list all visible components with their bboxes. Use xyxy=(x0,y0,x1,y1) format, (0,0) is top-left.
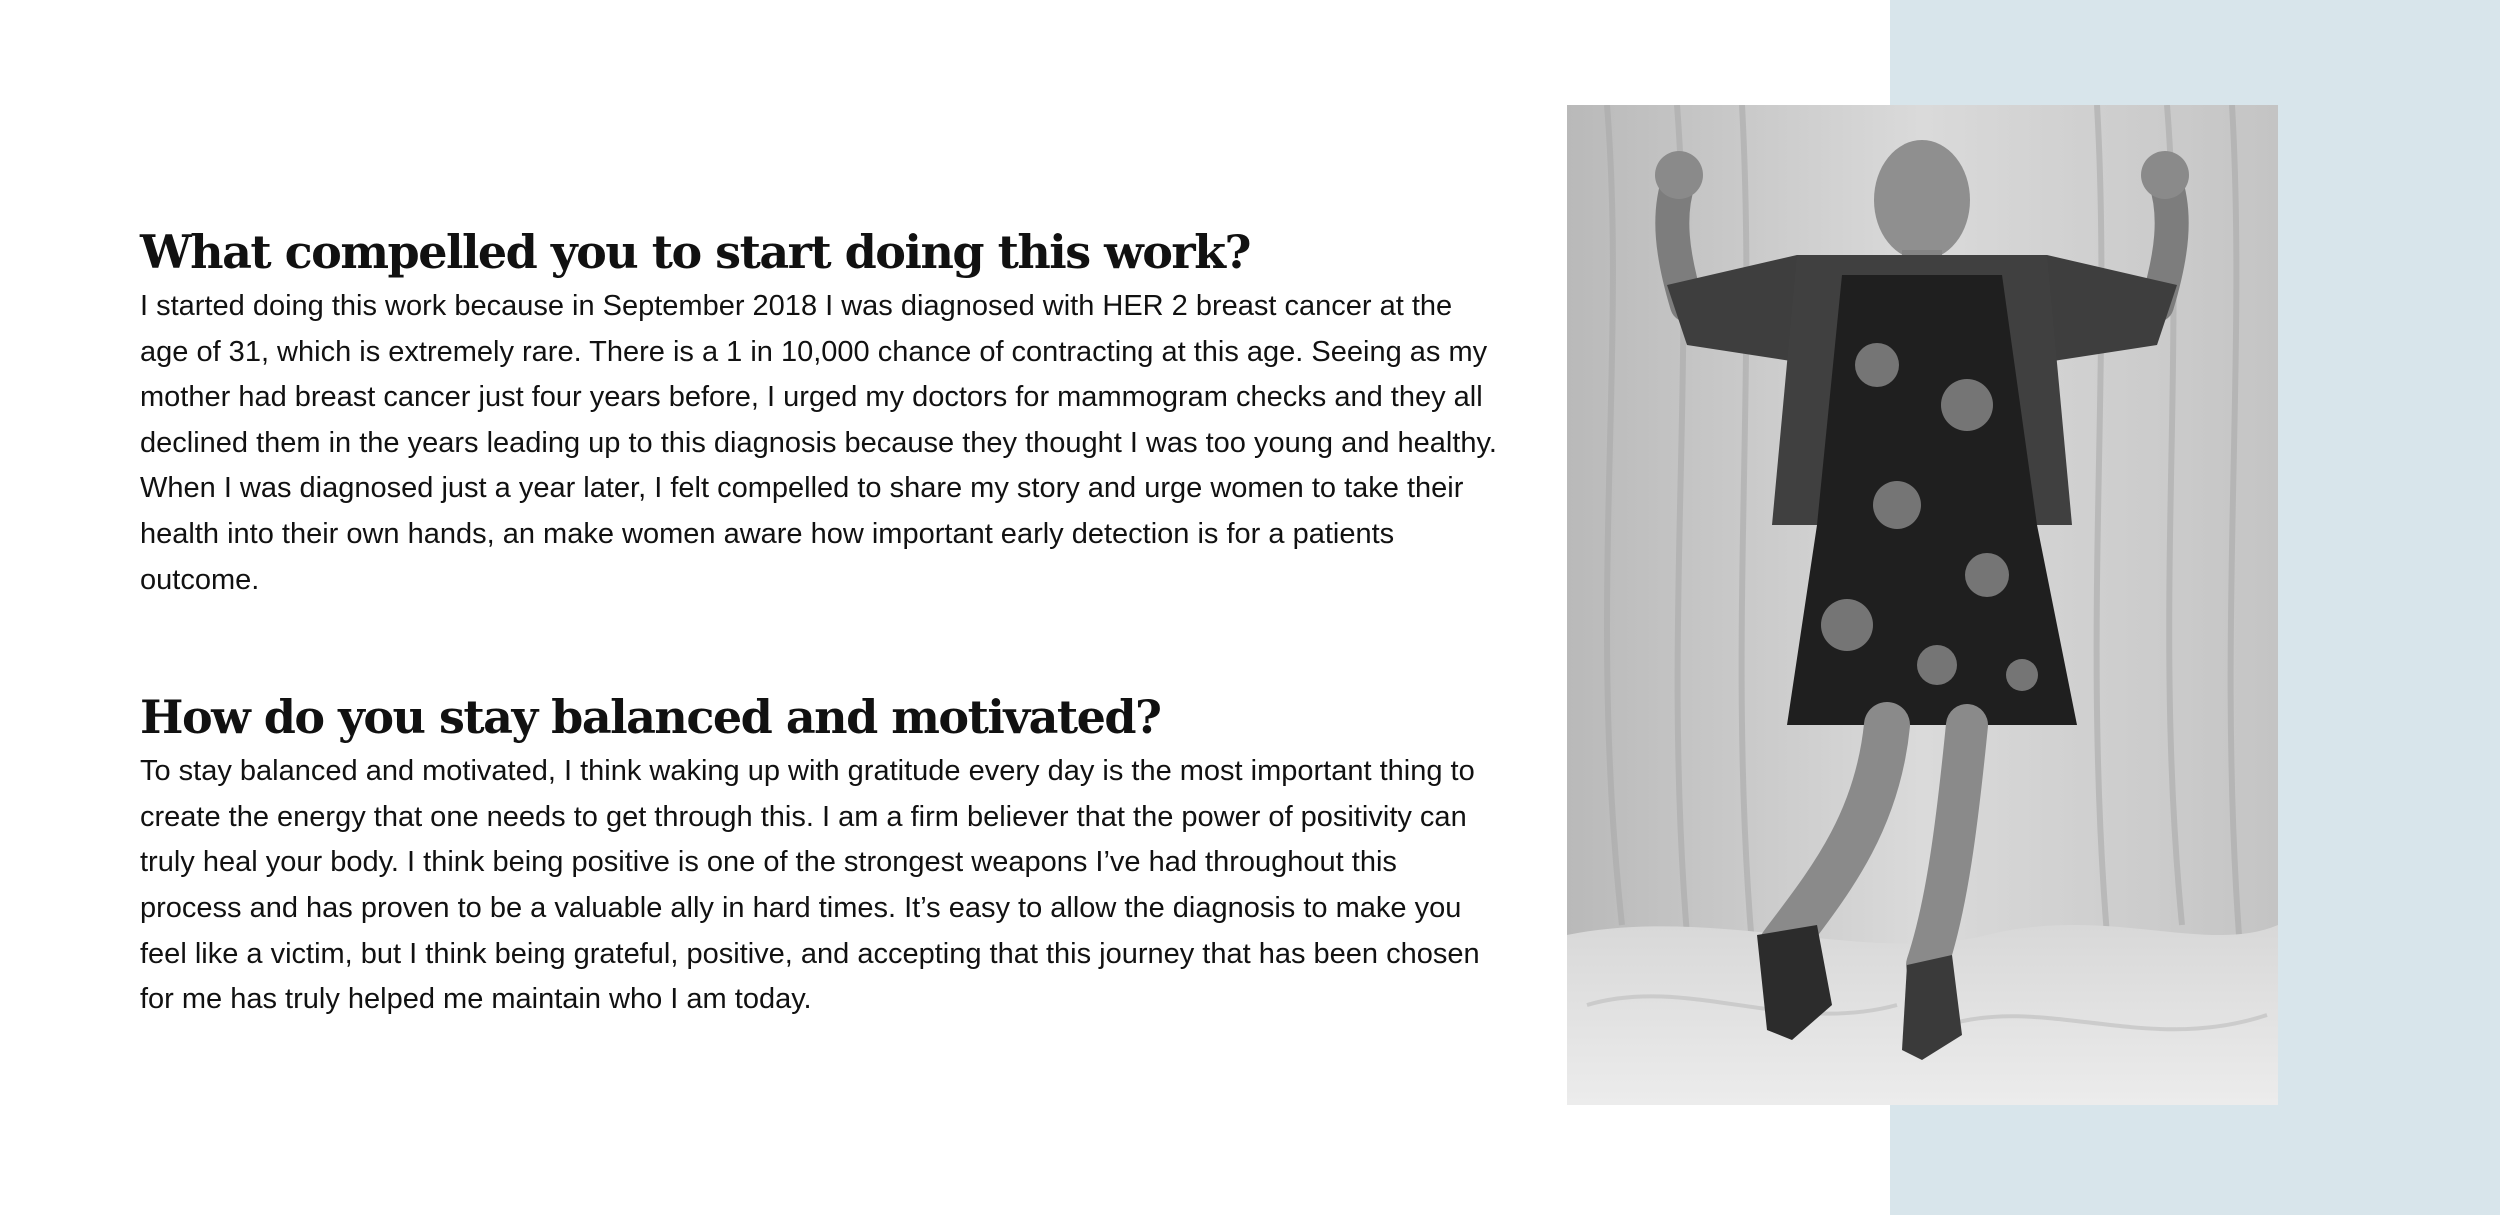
portrait-photo xyxy=(1567,105,2278,1105)
question-heading: What compelled you to start doing this work? xyxy=(140,225,1250,279)
qa-block-balance xyxy=(140,687,1500,1023)
answer-paragraph: To stay balanced and motivated, I think waking up with gratitude every day is the most important thing to create the energy that one needs to get through this. I am a firm believer that the power of positivity can truly heal your body. I think being positive is one of the strongest weapons I’ve had throughout this process and has proven to be a valuable ally in hard times. It’s easy to allow the diagnosis to make you feel like a victim, but I think being grateful, positive, and accepting that this journey that has been chosen for me has truly helped me maintain who I am today. xyxy=(140,755,1480,1016)
qa-block-work xyxy=(140,222,1500,603)
answer-paragraph: I started doing this work because in September 2018 I was diagnosed with HER 2 breast cancer at the age of 31, which is extremely rare. There is a 1 in 10,000 chance of contracting at this age. Seeing as my mother had breast cancer just four years before, I urged my doctors for mammogram checks and they all declined them in the years leading up to this diagnosis because they thought I was too young and healthy. When I was diagnosed just a year later, I felt compelled to share my story and urge women to take their health into their own hands, an make women aware how important early detection is for a patients outcome. xyxy=(140,290,1497,596)
interview-text-column xyxy=(140,222,1500,1023)
question-heading: How do you stay balanced and motivated? xyxy=(140,690,1161,745)
